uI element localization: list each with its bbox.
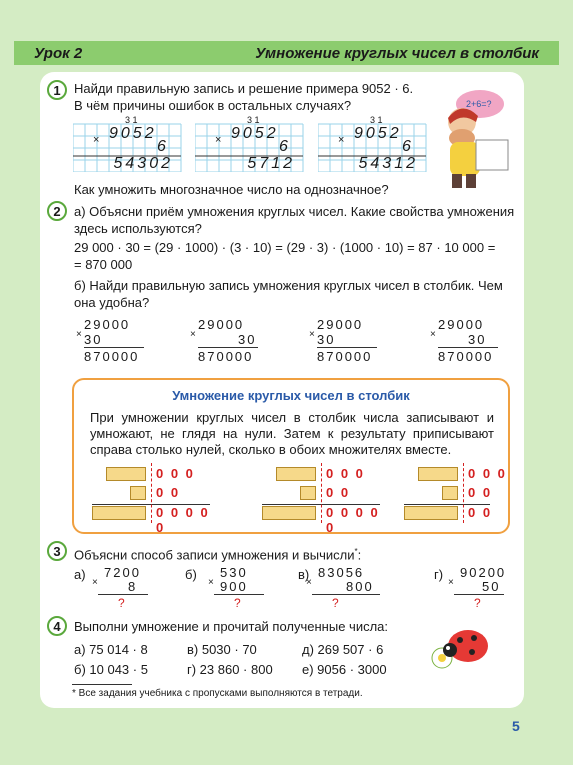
times-sign: ×: [93, 134, 100, 146]
grid-variant: [195, 115, 305, 172]
task-4-item-e: е) 9056 · 3000: [302, 662, 387, 677]
grid-variant: [318, 115, 428, 172]
zeros-second: 0 0: [156, 485, 181, 500]
column-multiplication: [208, 565, 270, 613]
task-3-label: г): [434, 567, 444, 582]
multiplier: 30: [84, 332, 103, 347]
lesson-header: [14, 41, 559, 65]
task-1-text-2: В чём причины ошибок в остальных случаях?: [74, 98, 352, 113]
gnome-illustration: [432, 82, 516, 192]
column-multiplication: [430, 317, 500, 364]
task-1-text-1: Найди правильную запись и решение примера 9052 · 6.: [74, 81, 414, 96]
column-multiplication: [309, 317, 379, 364]
times-sign: ×: [190, 329, 196, 340]
task-2-a-line-1: а) Объясни приём умножения круглых чисел. Какие свойства умножения: [74, 204, 515, 219]
rule-text: При умножении круглых чисел в столбик числа записывают и умножают, не глядя на нули. Затем к результату приписывают справа столько нулей, сколько в обоих множителях вместе.: [90, 410, 494, 457]
task-1-question: Как умножить многозначное число на однозначное?: [74, 182, 389, 197]
task-3-label: а): [74, 567, 86, 582]
product: 870000: [198, 349, 254, 364]
rule-scheme: [404, 463, 524, 523]
result-line: [438, 347, 498, 348]
multiplier: 900: [220, 579, 248, 594]
task-3-number: 3: [47, 541, 67, 561]
times-sign: ×: [306, 577, 312, 588]
digit-block: [300, 486, 316, 500]
multiplier: 6: [157, 138, 166, 155]
footnote: * Все задания учебника с пропусками выполняются в тетради.: [72, 688, 363, 699]
zeros-result: 0 0 0 0 0: [326, 505, 380, 535]
task-3-label: в): [298, 567, 310, 582]
times-sign: ×: [338, 134, 345, 146]
multiplier: 800: [346, 579, 374, 594]
multiplier: 6: [402, 138, 411, 155]
carry-digits: 3 1: [370, 115, 383, 125]
result-line: [312, 594, 380, 595]
rule-title: Умножение круглых чисел в столбик: [172, 388, 410, 403]
zeros-second: 0 0: [326, 485, 351, 500]
times-sign: ×: [215, 134, 222, 146]
product: 870000: [84, 349, 140, 364]
times-sign: ×: [309, 329, 315, 340]
multiplier: 30: [238, 332, 257, 347]
multiplier: 6: [279, 138, 288, 155]
answer-placeholder: ?: [332, 596, 339, 610]
multiplicand: 9052: [231, 125, 279, 142]
result-line: [214, 594, 264, 595]
carry-digits: 3 1: [247, 115, 260, 125]
task-3-colon: :: [357, 547, 362, 563]
lesson-title: Умножение круглых чисел в столбик: [255, 44, 539, 62]
lesson-number: Урок 2: [34, 44, 83, 62]
multiplicand: 29000: [317, 317, 364, 332]
task-2-equation-2: = 870 000: [74, 257, 133, 272]
answer-placeholder: ?: [474, 596, 481, 610]
column-multiplication: [306, 565, 374, 613]
times-sign: ×: [430, 329, 436, 340]
digit-block: [404, 506, 458, 520]
column-multiplication: [190, 317, 260, 364]
task-2-b-line-2: она удобна?: [74, 295, 150, 310]
times-sign: ×: [208, 577, 214, 588]
carry-digits: 3 1: [125, 115, 138, 125]
answer-placeholder: ?: [118, 596, 125, 610]
digit-block: [442, 486, 458, 500]
zeros-first: 0 0 0: [326, 466, 365, 481]
task-3-footnote-star: *: [354, 547, 358, 556]
multiplier: 8: [128, 579, 138, 594]
product: 870000: [438, 349, 494, 364]
task-1-number: 1: [47, 80, 67, 100]
task-2-b-line-1: б) Найди правильную запись умножения круглых чисел в столбик. Чем: [74, 278, 503, 293]
product: 5712: [247, 155, 295, 172]
column-multiplication: [92, 565, 154, 613]
result-line: [317, 347, 377, 348]
column-multiplication: [76, 317, 146, 364]
digit-block: [418, 467, 458, 481]
result-line: [454, 594, 504, 595]
grid-variant: [73, 115, 183, 172]
gnome-badge: 2+6=?: [466, 99, 492, 109]
product: 54312: [358, 155, 418, 172]
multiplier: 50: [482, 579, 501, 594]
result-line: [84, 347, 144, 348]
digit-block: [262, 506, 316, 520]
zeros-first: 0 0 0: [468, 466, 507, 481]
times-sign: ×: [448, 577, 454, 588]
task-4-item-g: г) 23 860 · 800: [187, 662, 273, 677]
rule-scheme: [92, 463, 212, 535]
task-2-a-line-2: здесь используются?: [74, 221, 202, 236]
result-line: [198, 347, 258, 348]
times-sign: ×: [76, 329, 82, 340]
task-2-equation-1: 29 000 · 30 = (29 · 1000) · (3 · 10) = (29 · 3) · (1000 · 10) = 87 · 10 000 =: [74, 240, 496, 255]
multiplicand: 29000: [198, 317, 245, 332]
column-multiplication: [448, 565, 510, 613]
task-4-item-a: а) 75 014 · 8: [74, 642, 148, 657]
zero-divider: [463, 463, 464, 523]
multiplier: 30: [317, 332, 336, 347]
zero-divider: [151, 463, 152, 523]
multiplicand: 530: [220, 565, 248, 580]
digit-block: [130, 486, 146, 500]
multiplicand: 29000: [438, 317, 485, 332]
digit-block: [276, 467, 316, 481]
task-3-label: б): [185, 567, 197, 582]
task-4-item-d: д) 269 507 · 6: [302, 642, 384, 657]
result-line: [98, 594, 148, 595]
digit-block: [106, 467, 146, 481]
zero-divider: [321, 463, 322, 523]
multiplicand: 9052: [354, 125, 402, 142]
task-4-number: 4: [47, 616, 67, 636]
product: 54302: [113, 155, 173, 172]
answer-placeholder: ?: [234, 596, 241, 610]
product: 870000: [317, 349, 373, 364]
zeros-result: 0 0: [468, 505, 493, 520]
ladybug-illustration: [428, 620, 494, 674]
multiplicand: 7200: [104, 565, 141, 580]
task-4-item-v: в) 5030 · 70: [187, 642, 257, 657]
task-2-number: 2: [47, 201, 67, 221]
multiplicand: 83056: [318, 565, 365, 580]
task-4-text: Выполни умножение и прочитай полученные числа:: [74, 619, 389, 634]
task-3-text-wrap: [74, 543, 361, 563]
zeros-result: 0 0 0 0 0: [156, 505, 210, 535]
digit-block: [92, 506, 146, 520]
times-sign: ×: [92, 577, 98, 588]
page-number: 5: [512, 718, 520, 734]
zeros-second: 0 0: [468, 485, 493, 500]
multiplicand: 9052: [109, 125, 157, 142]
multiplier: 30: [468, 332, 487, 347]
multiplicand: 90200: [460, 565, 507, 580]
task-3-text: Объясни способ записи умножения и вычисли: [74, 547, 355, 563]
multiplicand: 29000: [84, 317, 131, 332]
rule-scheme: [262, 463, 382, 535]
zeros-first: 0 0 0: [156, 466, 195, 481]
task-4-item-b: б) 10 043 · 5: [74, 662, 148, 677]
footnote-divider: [72, 684, 132, 685]
